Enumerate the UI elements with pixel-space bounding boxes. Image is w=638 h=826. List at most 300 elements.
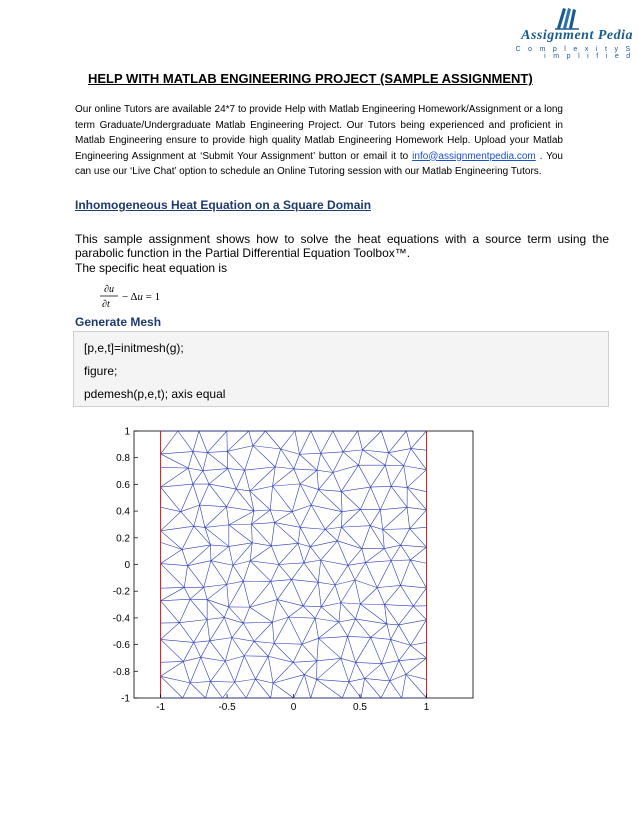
mesh-edge xyxy=(361,678,365,698)
mesh-edge xyxy=(341,658,356,662)
mesh-edge xyxy=(252,524,253,543)
mesh-edge xyxy=(319,490,342,492)
mesh-edge xyxy=(325,512,342,530)
mesh-edge xyxy=(407,470,426,488)
mesh-edge xyxy=(271,683,273,698)
mesh-edge xyxy=(270,510,292,512)
mesh-edge xyxy=(303,606,321,607)
mesh-edge xyxy=(341,491,342,511)
mesh-edge xyxy=(391,625,399,640)
mesh-edge xyxy=(333,452,343,473)
mesh-edge xyxy=(406,658,427,674)
mesh-edge xyxy=(300,453,321,454)
mesh-edge xyxy=(207,452,227,468)
mesh-edge xyxy=(205,507,227,528)
mesh-edge xyxy=(244,641,254,656)
mesh-edge xyxy=(193,431,199,452)
mesh-edge xyxy=(356,619,371,637)
mesh-edge xyxy=(406,674,427,679)
mesh-edge xyxy=(385,465,391,486)
mesh-edge xyxy=(243,623,254,641)
mesh-edge xyxy=(292,580,319,583)
mesh-edge xyxy=(317,658,341,660)
mesh-edge xyxy=(235,682,246,698)
mesh-edge xyxy=(199,431,208,452)
mesh-edge xyxy=(342,509,360,511)
mesh-edge xyxy=(341,603,361,604)
mesh-edge xyxy=(356,662,365,678)
mesh-edge xyxy=(207,451,227,452)
mesh-edge xyxy=(273,683,294,698)
mesh-edge xyxy=(243,561,250,581)
mesh-edge xyxy=(300,454,317,470)
mesh-edge xyxy=(232,638,254,642)
mesh-edge xyxy=(294,469,300,484)
mesh-edge xyxy=(232,638,244,656)
mesh-edge xyxy=(406,431,411,449)
mesh-edge xyxy=(194,619,207,642)
mesh-edge xyxy=(243,607,249,623)
mesh-edge xyxy=(319,472,333,489)
mesh-edge xyxy=(224,607,228,617)
mesh-edge xyxy=(404,449,411,466)
mesh-edge xyxy=(382,639,391,663)
mesh-edge xyxy=(193,484,200,505)
mesh-edge xyxy=(252,511,254,524)
mesh-edge xyxy=(410,510,427,529)
mesh-edge xyxy=(349,662,356,681)
mesh-edge xyxy=(377,588,384,605)
mesh-edge xyxy=(201,657,226,661)
mesh-edge xyxy=(294,469,317,470)
mesh-edge xyxy=(318,582,321,607)
mesh-edge xyxy=(383,530,401,546)
mesh-edge xyxy=(252,510,271,524)
mesh-edge xyxy=(161,512,181,531)
mesh-edge xyxy=(210,681,222,698)
mesh-edge xyxy=(337,541,348,565)
mesh-edge xyxy=(389,431,407,453)
mesh-edge xyxy=(181,484,193,512)
mesh-edge xyxy=(339,619,356,622)
mesh-edge xyxy=(232,623,243,638)
mesh-edge xyxy=(391,561,400,586)
mesh-edge xyxy=(271,581,278,599)
mesh-edge xyxy=(304,675,316,680)
mesh-edge xyxy=(356,604,361,619)
mesh-edge xyxy=(182,549,188,565)
mesh-edge xyxy=(271,546,278,565)
mesh-edge xyxy=(279,565,292,580)
mesh-edge xyxy=(236,470,244,489)
mesh-edge xyxy=(399,606,414,625)
mesh-edge xyxy=(293,662,304,674)
mesh-edge xyxy=(209,469,228,485)
mesh-edge xyxy=(317,638,319,660)
mesh-edge xyxy=(255,656,268,679)
mesh-edge xyxy=(229,525,252,543)
mesh-edge xyxy=(183,683,191,698)
mesh-edge xyxy=(384,545,400,548)
logo-name: Assignment Pedia xyxy=(521,28,633,43)
mesh-edge xyxy=(360,604,384,605)
mesh-edge xyxy=(224,617,232,637)
mesh-edge xyxy=(273,467,276,486)
mesh-edge xyxy=(294,675,305,698)
mesh-edge xyxy=(317,453,321,470)
logo-tagline: C o m p l e x i t y S i m p l i f i e d xyxy=(515,46,633,60)
mesh-edge xyxy=(161,431,178,454)
x-axis-ticks xyxy=(156,694,430,713)
mesh-edge xyxy=(253,446,275,467)
mesh-edge xyxy=(365,678,390,681)
mesh-edge xyxy=(315,618,318,638)
mesh-edge xyxy=(211,546,229,560)
mesh-edge xyxy=(275,449,280,467)
mesh-edge xyxy=(207,619,210,640)
description-paragraph: This sample assignment shows how to solve the heat equations with a source term using the parabolic function in the Partial Differential Equation Toolbox™. xyxy=(75,232,609,260)
mesh-edge xyxy=(188,452,193,469)
mesh-edge xyxy=(229,543,252,547)
mesh-edge xyxy=(317,679,349,681)
mesh-edge xyxy=(315,607,321,618)
mesh-edge xyxy=(190,587,204,599)
mesh-edge xyxy=(355,580,360,604)
mesh-edge xyxy=(356,619,387,624)
mesh-edge xyxy=(246,679,255,698)
mesh-edge xyxy=(380,510,382,530)
mesh-edge xyxy=(359,450,363,465)
mesh-edge xyxy=(391,639,399,660)
mesh-edge xyxy=(341,487,370,491)
mesh-edge xyxy=(362,431,381,450)
mesh-edge xyxy=(190,599,207,619)
mesh-edge xyxy=(161,623,180,640)
mesh-edge xyxy=(411,645,427,658)
mesh-edge xyxy=(335,585,341,603)
mesh-edge xyxy=(161,542,182,549)
mesh-edge xyxy=(161,484,193,487)
mesh-edge xyxy=(406,674,427,698)
mesh-edge xyxy=(342,509,361,527)
mesh-edge xyxy=(380,507,407,509)
mesh-edge xyxy=(410,547,426,560)
mesh-edge xyxy=(341,658,349,681)
mesh-edge xyxy=(250,546,271,561)
mesh-edge xyxy=(342,512,343,527)
mesh-edge xyxy=(227,431,248,451)
mesh-edge xyxy=(227,581,244,584)
mesh-edge xyxy=(249,431,253,446)
mesh-edge xyxy=(178,431,193,452)
x-tick-label: -1 xyxy=(156,702,166,713)
mesh-edge xyxy=(298,543,304,562)
mesh-edge xyxy=(188,468,203,471)
mesh-edge xyxy=(343,431,357,452)
mesh-edge xyxy=(360,604,387,624)
mesh-edge xyxy=(227,489,237,507)
mesh-edge xyxy=(227,451,228,468)
mesh-edge xyxy=(317,470,319,489)
mesh-edge xyxy=(194,641,210,643)
intro-text: Our online Tutors are available 24*7 to provide Help with Matlab Engineering Homework/Assignment or a long term Graduate/Undergraduate Matlab Engineering Project. Our Tutors being experienced and proficient in Matlab Engineering ensure to provide high quality Matlab Engineering Homework Help. Upload your Matlab Engineering Assignment at ‘Submit Your Assignment’ button or email it to xyxy=(75,104,563,162)
mesh-edge xyxy=(194,526,211,545)
mesh-edge xyxy=(250,543,252,561)
mesh-edge xyxy=(362,549,366,563)
mesh-edge xyxy=(273,486,293,512)
mesh-edge xyxy=(304,661,317,675)
mesh-edge xyxy=(229,581,244,607)
mesh-edge xyxy=(371,637,382,663)
mesh-edge xyxy=(252,524,272,546)
mesh-edge xyxy=(273,484,301,486)
mesh-edge xyxy=(300,527,325,529)
mesh-edge xyxy=(203,471,209,484)
mesh-edge xyxy=(387,624,399,625)
mesh-edge xyxy=(161,452,193,454)
mesh-edge xyxy=(161,564,185,588)
mesh-edge xyxy=(233,565,243,581)
mesh-edge xyxy=(273,675,304,684)
mesh-edge xyxy=(341,636,348,658)
y-tick-label: -0.4 xyxy=(112,613,130,625)
mesh-edge xyxy=(183,661,190,682)
mesh-edge xyxy=(200,505,205,527)
mesh-edge xyxy=(210,681,234,682)
email-link[interactable]: info@assignmentpedia.com xyxy=(412,150,536,162)
mesh-edge xyxy=(250,561,279,565)
mesh-edge xyxy=(348,619,356,636)
mesh-edge xyxy=(271,580,292,582)
mesh-edge xyxy=(161,587,185,600)
mesh-edge xyxy=(311,505,325,529)
mesh-edge xyxy=(200,505,227,507)
mesh-edge xyxy=(348,636,356,662)
mesh-edge xyxy=(401,545,411,560)
mesh-edge xyxy=(391,560,410,561)
mesh-edge xyxy=(410,527,427,528)
mesh-edge xyxy=(318,638,340,658)
mesh-edge xyxy=(391,486,407,487)
mesh-edge xyxy=(385,453,388,465)
mesh-edge xyxy=(399,658,427,661)
mesh-edge xyxy=(318,622,338,638)
mesh-edge xyxy=(273,469,294,486)
mesh-edge xyxy=(222,682,234,698)
mesh-edge xyxy=(303,582,318,606)
mesh-edge xyxy=(389,453,404,466)
mesh-edge xyxy=(211,545,229,547)
mesh-edge xyxy=(161,587,185,588)
mesh-edge xyxy=(183,657,200,661)
mesh-edge xyxy=(233,543,252,565)
mesh-edge xyxy=(179,619,207,622)
mesh-edge xyxy=(317,470,333,472)
mesh-edge xyxy=(227,451,244,470)
mesh-edge xyxy=(289,617,316,618)
mesh-edge xyxy=(194,642,201,657)
mesh-edge xyxy=(402,674,406,698)
mesh-edge xyxy=(310,547,320,560)
mesh-edge xyxy=(411,449,427,470)
mesh-edge xyxy=(410,560,426,588)
mesh-edge xyxy=(250,607,273,622)
mesh-edge xyxy=(333,431,343,452)
mesh-edge xyxy=(275,523,299,544)
mesh-edge xyxy=(245,446,253,471)
mesh-edge xyxy=(411,620,427,645)
mesh-edge xyxy=(343,452,358,465)
mesh-edge xyxy=(407,507,426,509)
mesh-edge xyxy=(383,530,385,549)
mesh-edge xyxy=(275,523,301,528)
mesh-edge xyxy=(274,643,293,662)
mesh-edge xyxy=(179,599,190,623)
mesh-edge xyxy=(371,465,386,487)
mesh-edge xyxy=(228,469,245,471)
mesh-edge xyxy=(200,484,209,505)
mesh-edge xyxy=(279,563,304,565)
mesh-edge xyxy=(298,543,310,546)
mesh-edge xyxy=(233,561,250,565)
mesh-edge xyxy=(254,641,274,643)
mesh-edge xyxy=(342,682,348,698)
mesh-edge xyxy=(193,452,207,453)
mesh-edge xyxy=(413,588,426,606)
mesh-edge xyxy=(294,454,300,469)
mesh-edge xyxy=(161,526,194,531)
mesh-edge xyxy=(161,661,184,662)
mesh-edge xyxy=(244,656,255,679)
y-tick-label: 0.2 xyxy=(116,533,130,545)
mesh-edge xyxy=(227,507,229,525)
code-line: pdemesh(p,e,t); axis equal xyxy=(84,387,226,401)
mesh-edge xyxy=(236,489,250,491)
mesh-edge xyxy=(300,527,310,546)
mesh-edge xyxy=(362,526,370,549)
mesh-edge xyxy=(235,679,256,682)
mesh-edge xyxy=(321,452,343,453)
mesh-edge xyxy=(358,431,363,450)
mesh-edge xyxy=(302,644,317,661)
mesh-edge xyxy=(304,675,310,698)
mesh-edge xyxy=(371,624,387,638)
mesh-edge xyxy=(271,565,279,582)
mesh-edge xyxy=(161,454,189,468)
mesh-edge xyxy=(250,561,271,582)
mesh-edge xyxy=(383,507,407,529)
y-tick-label: 0.4 xyxy=(116,506,130,518)
y-tick-label: -0.8 xyxy=(112,666,130,678)
mesh-edge xyxy=(254,622,272,641)
mesh-edge xyxy=(343,450,362,452)
mesh-edge xyxy=(300,431,311,454)
mesh-edge xyxy=(265,431,280,449)
mesh-edge xyxy=(371,637,391,639)
mesh-edge xyxy=(205,525,229,528)
mesh-edge xyxy=(272,600,277,623)
mesh-edge xyxy=(401,529,410,545)
mesh-edge xyxy=(210,641,226,661)
mesh-edge xyxy=(181,505,200,512)
mesh-edge xyxy=(304,563,318,582)
svg-text:∂u: ∂u xyxy=(104,284,114,295)
mesh-edge xyxy=(245,470,250,491)
mesh-edge xyxy=(275,512,293,523)
mesh-edge xyxy=(193,452,203,471)
mesh-edge xyxy=(211,561,227,585)
mesh-edge xyxy=(182,526,194,549)
mesh-edge xyxy=(292,512,300,528)
mesh-edge xyxy=(311,490,318,506)
mesh-edge xyxy=(391,466,404,487)
mesh-edge xyxy=(271,523,274,546)
mesh-edge xyxy=(304,547,310,563)
mesh-edge xyxy=(268,656,273,683)
mesh-edge xyxy=(193,471,203,484)
plot-axes-box xyxy=(134,431,473,698)
mesh-edge xyxy=(360,588,377,604)
mesh-edge xyxy=(207,617,224,619)
mesh-edge xyxy=(387,624,391,640)
mesh-edge xyxy=(413,606,426,620)
mesh-edge xyxy=(273,662,293,683)
mesh-edge xyxy=(404,466,427,470)
mesh-edge xyxy=(318,560,320,582)
mesh-edge xyxy=(359,465,371,487)
mesh-edge xyxy=(382,661,399,664)
mesh-edge xyxy=(356,662,382,663)
mesh-edge xyxy=(292,563,304,580)
mesh-edge xyxy=(205,527,229,546)
y-tick-label: 1 xyxy=(124,426,130,438)
mesh-edge xyxy=(341,491,360,509)
mesh-edge xyxy=(188,566,204,588)
mesh-edge xyxy=(318,636,347,638)
mesh-edge xyxy=(366,563,378,588)
mesh-edge xyxy=(209,484,236,489)
mesh-edge xyxy=(272,622,274,643)
mesh-edge xyxy=(390,681,402,698)
mesh-edge xyxy=(211,561,233,566)
mesh-edge xyxy=(311,679,317,698)
mesh-edge xyxy=(289,617,302,644)
mesh-edge xyxy=(381,681,390,698)
mesh-edge xyxy=(370,510,380,526)
mesh-edge xyxy=(371,486,392,487)
mesh-edge xyxy=(319,490,342,512)
mesh-edge xyxy=(252,543,271,546)
x-tick-label: -0.5 xyxy=(218,702,236,713)
mesh-edge xyxy=(250,491,270,510)
mesh-edge xyxy=(229,524,252,525)
mesh-edge xyxy=(188,468,193,484)
mesh-edge xyxy=(349,678,365,681)
mesh-edge xyxy=(188,561,211,566)
y-tick-label: 0.8 xyxy=(116,453,130,465)
section-heading: Inhomogeneous Heat Equation on a Square Domain xyxy=(75,198,372,212)
mesh-edge xyxy=(161,661,184,676)
mesh-edge xyxy=(243,581,249,607)
mesh-edge xyxy=(227,565,233,584)
mesh-edge xyxy=(360,509,370,525)
mesh-edge xyxy=(311,431,321,453)
mesh-edge xyxy=(295,431,300,454)
mesh-edge xyxy=(377,585,400,587)
y-tick-label: -1 xyxy=(121,693,130,705)
mesh-edge xyxy=(355,563,366,580)
mesh-edge xyxy=(225,656,244,661)
